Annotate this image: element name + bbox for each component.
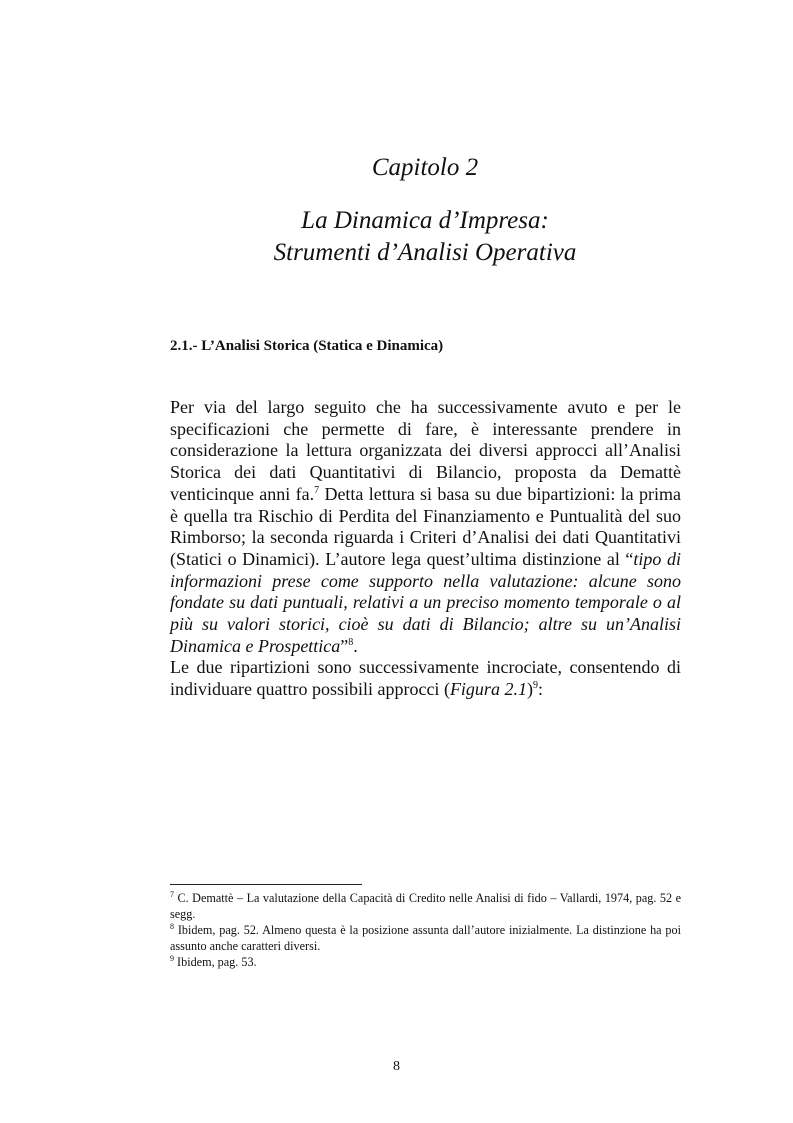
body-paragraph-1 — [170, 397, 681, 657]
chapter-title-line-2: Strumenti d’Analisi Operativa — [273, 239, 577, 266]
footnote-text: C. Demattè – La valutazione della Capacità di Credito nelle Analisi di fido – Vallardi, 1974, pag. 52 e segg. — [170, 891, 681, 921]
footnote-7 — [170, 890, 681, 922]
chapter-title-line-1: La Dinamica d’Impresa: — [301, 207, 549, 234]
paragraph-1-close-quote: ” — [340, 635, 349, 656]
figure-reference: Figura 2.1 — [449, 679, 527, 700]
footnotes — [170, 890, 681, 970]
section-heading: 2.1.- L’Analisi Storica (Statica e Dinamica) — [170, 338, 444, 354]
paragraph-2-text-a: Le due ripartizioni sono successivamente incrociate, consentendo di individuare quattro possibili approcci ( — [170, 657, 681, 700]
footnote-number: 8 — [170, 922, 174, 931]
footnote-ref-9: 9 — [532, 680, 538, 692]
paragraph-1-quote: tipo di informazioni prese come supporto nella valutazione: alcune sono fondate su dati puntuali, relativi a un preciso momento temporale o al più su valori storici, cioè su dati di Bilancio; altre su un’Analisi Dinamica e Prospettica — [170, 548, 681, 656]
footnote-text: Ibidem, pag. 52. Almeno questa è la posizione assunta dall’autore inizialmente. La distinzione ha poi assunto anche caratteri diversi. — [170, 923, 681, 953]
paragraph-2-end: : — [537, 679, 543, 700]
paragraph-1-end: . — [353, 635, 358, 656]
paragraph-2-close-paren: ) — [526, 679, 533, 700]
footnote-number: 7 — [170, 890, 174, 899]
page-number: 8 — [393, 1059, 400, 1074]
body-text — [170, 397, 681, 701]
footnote-divider — [170, 884, 362, 885]
paragraph-1-text-b: Detta lettura si basa su due bipartizioni: la prima è quella tra Rischio di Perdita del Finanziamento e Puntualità del suo Rimborso; la seconda riguarda i Criteri d’Analisi dei dati Quantitativi (Statici o Dinamici). L’autore lega quest’ultima distinzione al “ — [170, 483, 681, 569]
footnote-9 — [170, 954, 681, 970]
footnote-8 — [170, 922, 681, 954]
chapter-title — [170, 205, 680, 269]
footnote-text: Ibidem, pag. 53. — [174, 955, 257, 969]
body-paragraph-2 — [170, 657, 681, 700]
chapter-label: Capitolo 2 — [371, 154, 479, 181]
footnote-number: 9 — [170, 954, 174, 963]
paragraph-1-text-a: Per via del largo seguito che ha successivamente avuto e per le specificazioni che permette di fare, è interessante prendere in considerazione la lettura organizzata dei diversi approcci all’Analisi Storica dei dati Quantitativi di Bilancio, proposta da Demattè venticinque anni fa. — [170, 397, 681, 504]
footnote-ref-7: 7 — [314, 484, 320, 496]
footnote-ref-8: 8 — [348, 636, 354, 648]
